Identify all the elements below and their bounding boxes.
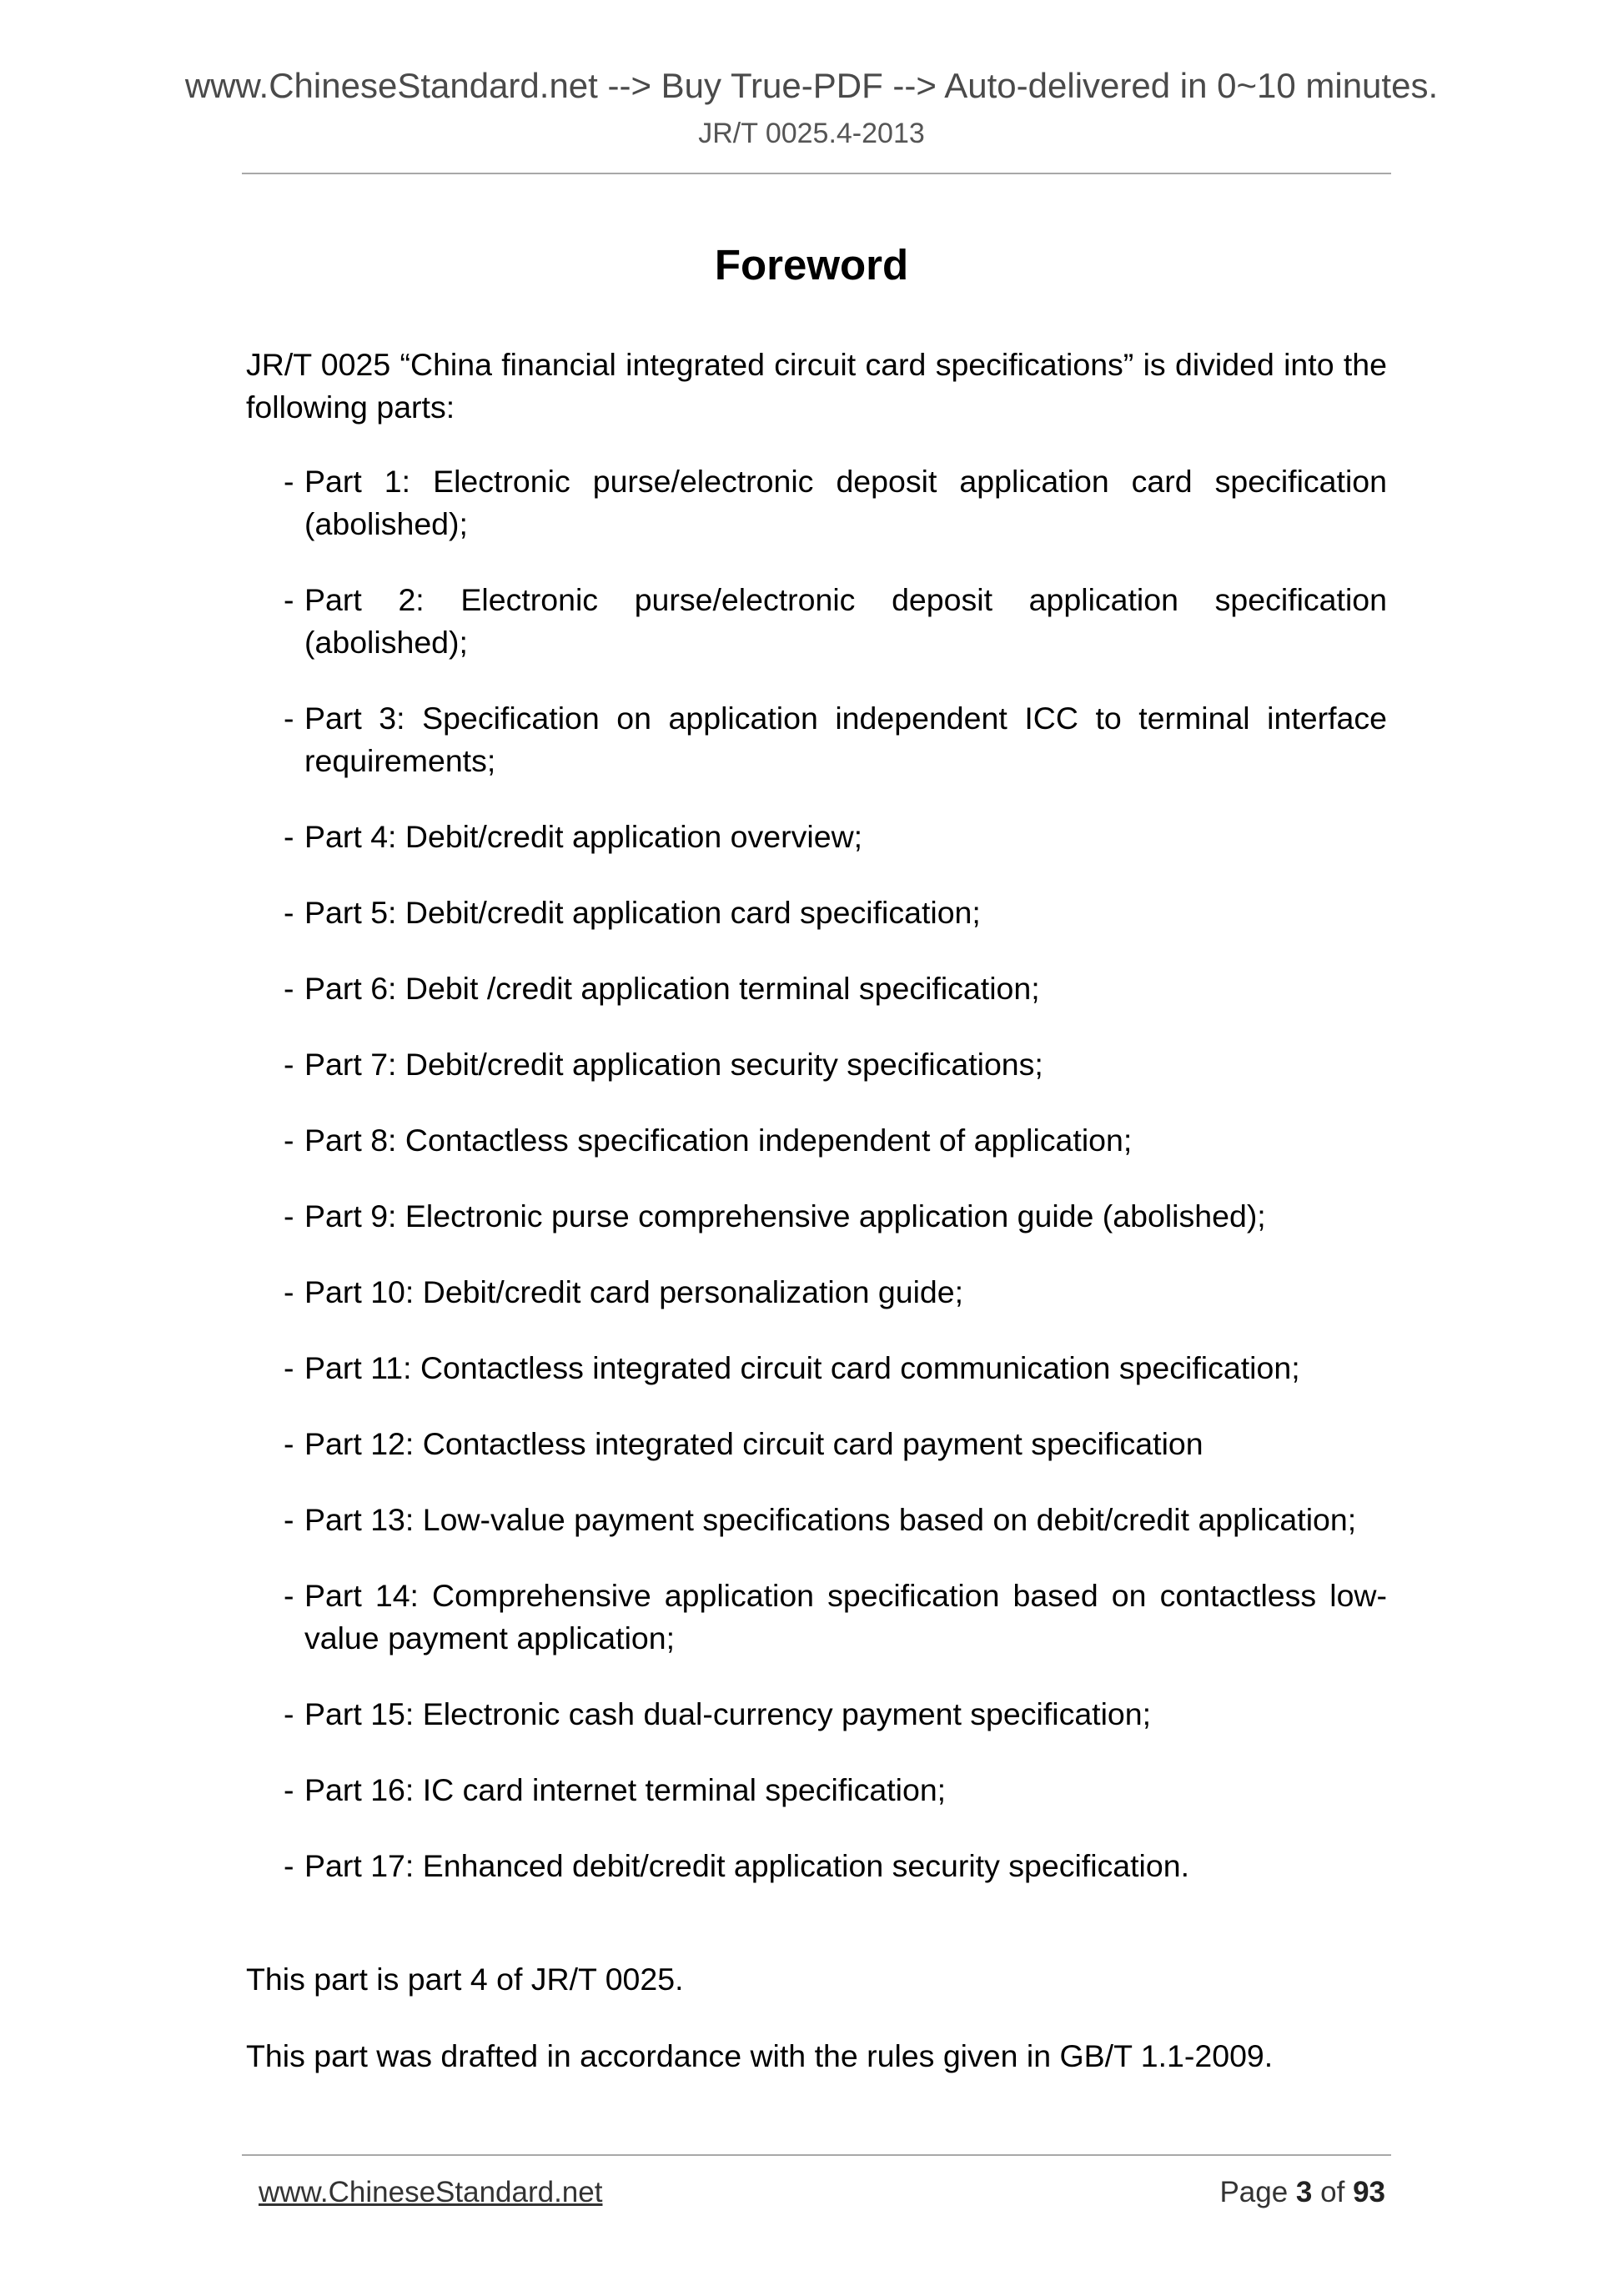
list-item-text: Part 1: Electronic purse/electronic deposit application card specification (abolished); — [304, 464, 1387, 541]
list-item-text: Part 16: IC card internet terminal specification; — [304, 1772, 947, 1807]
page-of-label: of — [1320, 2176, 1345, 2208]
list-item-text: Part 2: Electronic purse/electronic deposit application specification (abolished); — [304, 582, 1387, 660]
list-item — [284, 1499, 1387, 1541]
list-dash: - — [284, 464, 294, 499]
list-item — [284, 1043, 1387, 1086]
list-dash: - — [284, 895, 294, 930]
list-dash: - — [284, 1696, 294, 1731]
list-item-text: Part 4: Debit/credit application overview; — [304, 819, 863, 854]
list-dash: - — [284, 1047, 294, 1082]
list-item — [284, 1271, 1387, 1314]
closing-paragraph-drafting-rules: This part was drafted in accordance with the rules given in GB/T 1.1-2009. — [246, 2038, 1274, 2073]
list-item-text: Part 3: Specification on application independent ICC to terminal interface requirements; — [304, 701, 1387, 778]
list-item — [284, 1845, 1387, 1887]
list-dash: - — [284, 1198, 294, 1233]
footer-website-link[interactable]: www.ChineseStandard.net — [259, 2176, 603, 2208]
page-label: Page — [1219, 2176, 1289, 2208]
list-item-text: Part 14: Comprehensive application specification based on contactless low-value payment application; — [304, 1578, 1387, 1655]
list-item — [284, 1119, 1387, 1162]
list-item — [284, 967, 1387, 1010]
list-item — [284, 816, 1387, 858]
page-number — [1219, 2174, 1385, 2211]
parts-list — [284, 460, 1387, 1921]
list-item-text: Part 5: Debit/credit application card specification; — [304, 895, 981, 930]
list-item-text: Part 11: Contactless integrated circuit card communication specification; — [304, 1350, 1300, 1385]
list-item-text: Part 12: Contactless integrated circuit card payment specification — [304, 1426, 1203, 1461]
page-title: Foreword — [714, 241, 909, 289]
page-current: 3 — [1295, 2176, 1313, 2208]
list-dash: - — [284, 1502, 294, 1537]
list-item — [284, 1575, 1387, 1660]
list-item — [284, 1769, 1387, 1811]
list-dash: - — [284, 971, 294, 1006]
list-dash: - — [284, 1426, 294, 1461]
footer-divider — [242, 2154, 1391, 2156]
list-dash: - — [284, 1772, 294, 1807]
list-item — [284, 1423, 1387, 1465]
list-item-text: Part 13: Low-value payment specifications based on debit/credit application; — [304, 1502, 1357, 1537]
list-item — [284, 1347, 1387, 1389]
intro-paragraph: JR/T 0025 “China financial integrated circuit card specifications” is divided into the following parts: — [246, 347, 1387, 425]
list-item — [284, 697, 1387, 782]
closing-paragraph-part-number: This part is part 4 of JR/T 0025. — [246, 1962, 684, 1997]
list-dash: - — [284, 1123, 294, 1158]
list-dash: - — [284, 1578, 294, 1613]
list-dash: - — [284, 819, 294, 854]
list-item-text: Part 15: Electronic cash dual-currency payment specification; — [304, 1696, 1152, 1731]
header-divider — [242, 173, 1391, 174]
list-dash: - — [284, 1274, 294, 1309]
list-item-text: Part 17: Enhanced debit/credit application security specification. — [304, 1848, 1190, 1883]
list-dash: - — [284, 1848, 294, 1883]
list-item-text: Part 7: Debit/credit application security specifications; — [304, 1047, 1043, 1082]
list-item-text: Part 10: Debit/credit card personalization guide; — [304, 1274, 964, 1309]
list-item — [284, 579, 1387, 664]
document-id: JR/T 0025.4-2013 — [698, 118, 925, 149]
list-item-text: Part 8: Contactless specification independent of application; — [304, 1123, 1133, 1158]
list-item-text: Part 9: Electronic purse comprehensive application guide (abolished); — [304, 1198, 1266, 1233]
header-banner: www.ChineseStandard.net --> Buy True-PDF --> Auto-delivered in 0~10 minutes. — [184, 66, 1439, 105]
list-item — [284, 1693, 1387, 1736]
list-item — [284, 460, 1387, 545]
list-item — [284, 892, 1387, 934]
list-item — [284, 1195, 1387, 1238]
list-dash: - — [284, 582, 294, 617]
list-item-text: Part 6: Debit /credit application terminal specification; — [304, 971, 1040, 1006]
page-total: 93 — [1353, 2176, 1385, 2208]
list-dash: - — [284, 701, 294, 736]
list-dash: - — [284, 1350, 294, 1385]
